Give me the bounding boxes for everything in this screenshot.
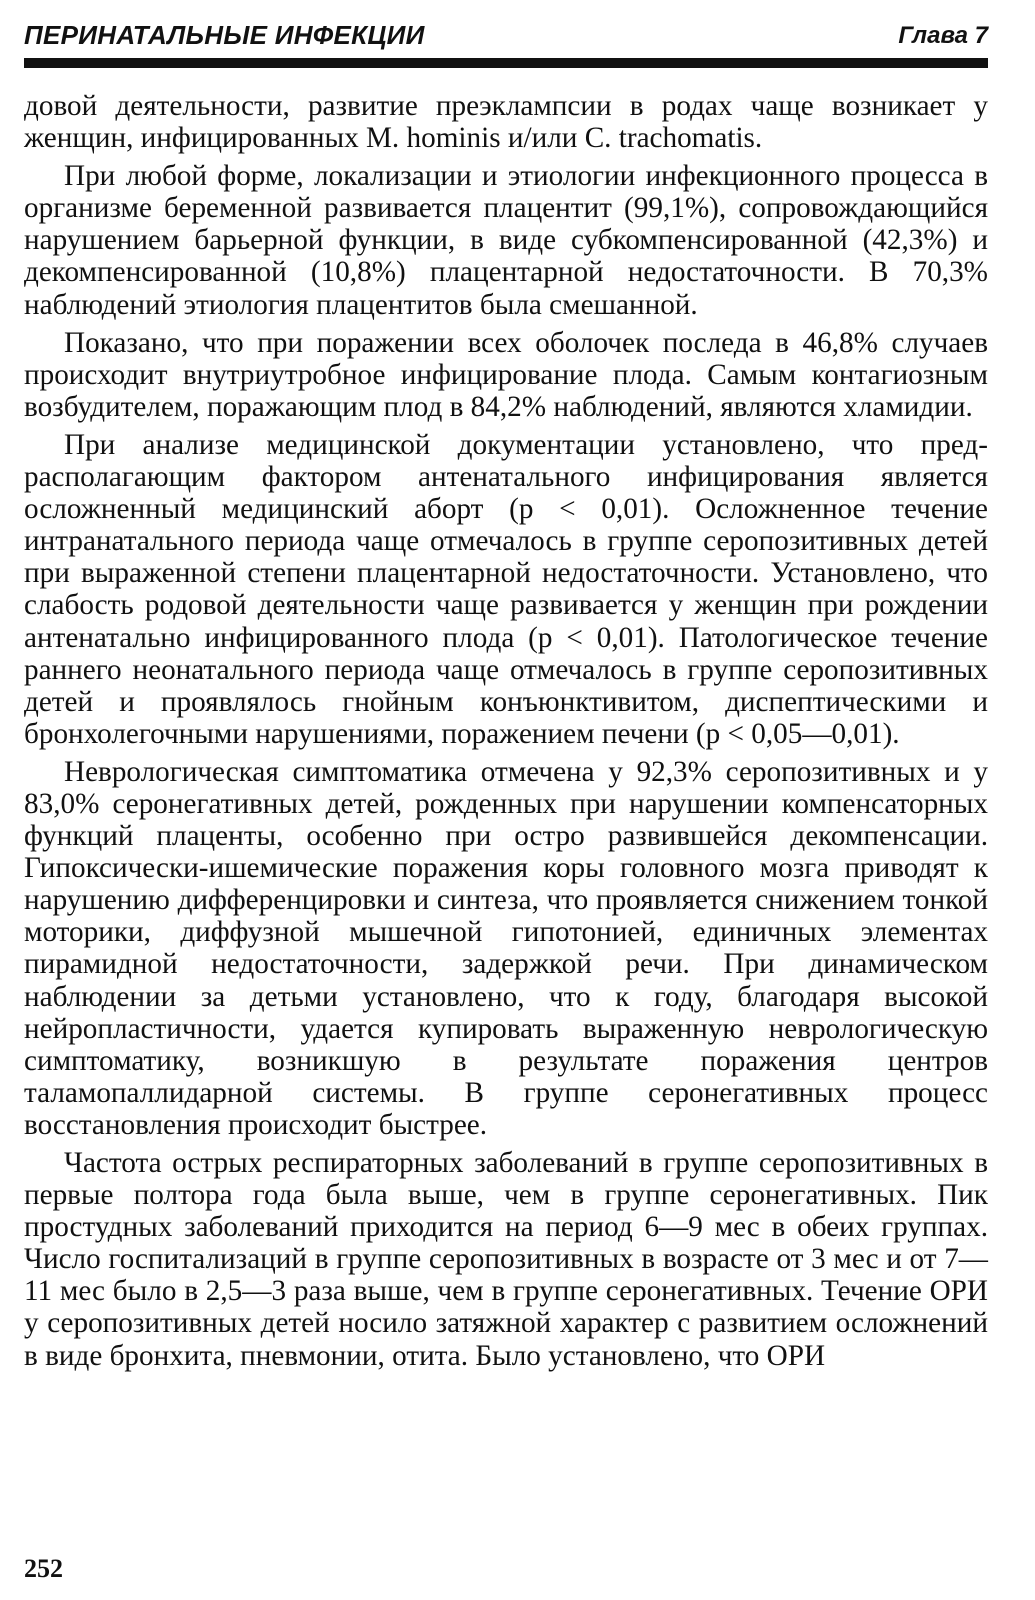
chapter-label: Глава 7 — [898, 22, 988, 49]
body-text — [24, 90, 988, 1378]
paragraph-respiratory: Частота острых респираторных заболеваний в группе серопозитивных в первые полтора года была выше, чем в группе серонегативных. Пик простудных заболеваний приходится на период 6—9 мес в обеих группах. Число госпитализаций в группе серопозитивных в возрасте от 3 мес и от 7—11 мес было в 2,5—3 раза выше, чем в группе серонегативных. Течение ОРИ у серопозитивных детей носило затяжной характер с развитием осложнений в виде бронхита, пневмонии, отита. Было установлено, что ОРИ — [24, 1147, 988, 1372]
paragraph-neurology: Неврологическая симптоматика отмечена у 92,3% серопозитивных и у 83,0% серонегативных детей, рожденных при нарушении компенсаторных функций плаценты, особенно при остро развившейся декомпенсации. Гипоксически-ишемические поражения коры головного мозга приводят к нарушению дифференцировки и синтеза, что проявляется снижением тонкой моторики, диффузной мышечной гипотонией, единичных элементах пирамидной недостаточности, задержкой речи. При динамическом наблюдении за детьми установлено, что к году, благодаря высокой нейропластичности, удается купировать выраженную неврологическую симптоматику, возникшую в результате поражения центров таламопаллидарной системы. В группе серонегативных процесс восстановления происходит быстрее. — [24, 755, 988, 1141]
page-number: 252 — [24, 1554, 63, 1583]
paragraph-continuation: довой деятельности, развитие преэклампсии в родах чаще возникает у женщин, инфицированных M. hominis и/или C. trachomatis. — [24, 90, 988, 155]
paragraph-membranes: Показано, что при поражении всех оболочек последа в 46,8% случаев происходит внутриутробное инфицирование плода. Самым контагиозным возбудителем, поражающим плод в 84,2% наблюдений, являются хламидии. — [24, 326, 988, 423]
section-title: ПЕРИНАТАЛЬНЫЕ ИНФЕКЦИИ — [24, 20, 425, 50]
running-head — [24, 14, 988, 48]
paragraph-medical-records: При анализе медицинской документации установлено, что предрасполагающим фактором антенатального инфицирования является осложненный медицинский аборт (р < 0,01). Осложненное течение интранатального периода чаще отмечалось в группе серопозитивных детей при выраженной степени плацентарной недостаточности. Установлено, что слабость родовой деятельности чаще развивается у женщин при рождении антенатально инфицированного плода (р < 0,01). Патологическое течение раннего неонатального периода чаще отмечалось в группе серопозитивных детей и проявлялось гнойным конъюнктивитом, диспептическими и бронхолегочными нарушениями, поражением печени (р < 0,05—0,01). — [24, 428, 988, 750]
book-page — [24, 14, 988, 1584]
paragraph-placentitis: При любой форме, локализации и этиологии инфекционного процесса в организме беременной развивается плацентит (99,1%), сопровождающийся нарушением барьерной функции, в виде субкомпенсированной (42,3%) и декомпенсированной (10,8%) плацентарной недостаточности. В 70,3% наблюдений этиология плацентитов была смешанной. — [24, 160, 988, 321]
header-rule — [24, 58, 988, 68]
